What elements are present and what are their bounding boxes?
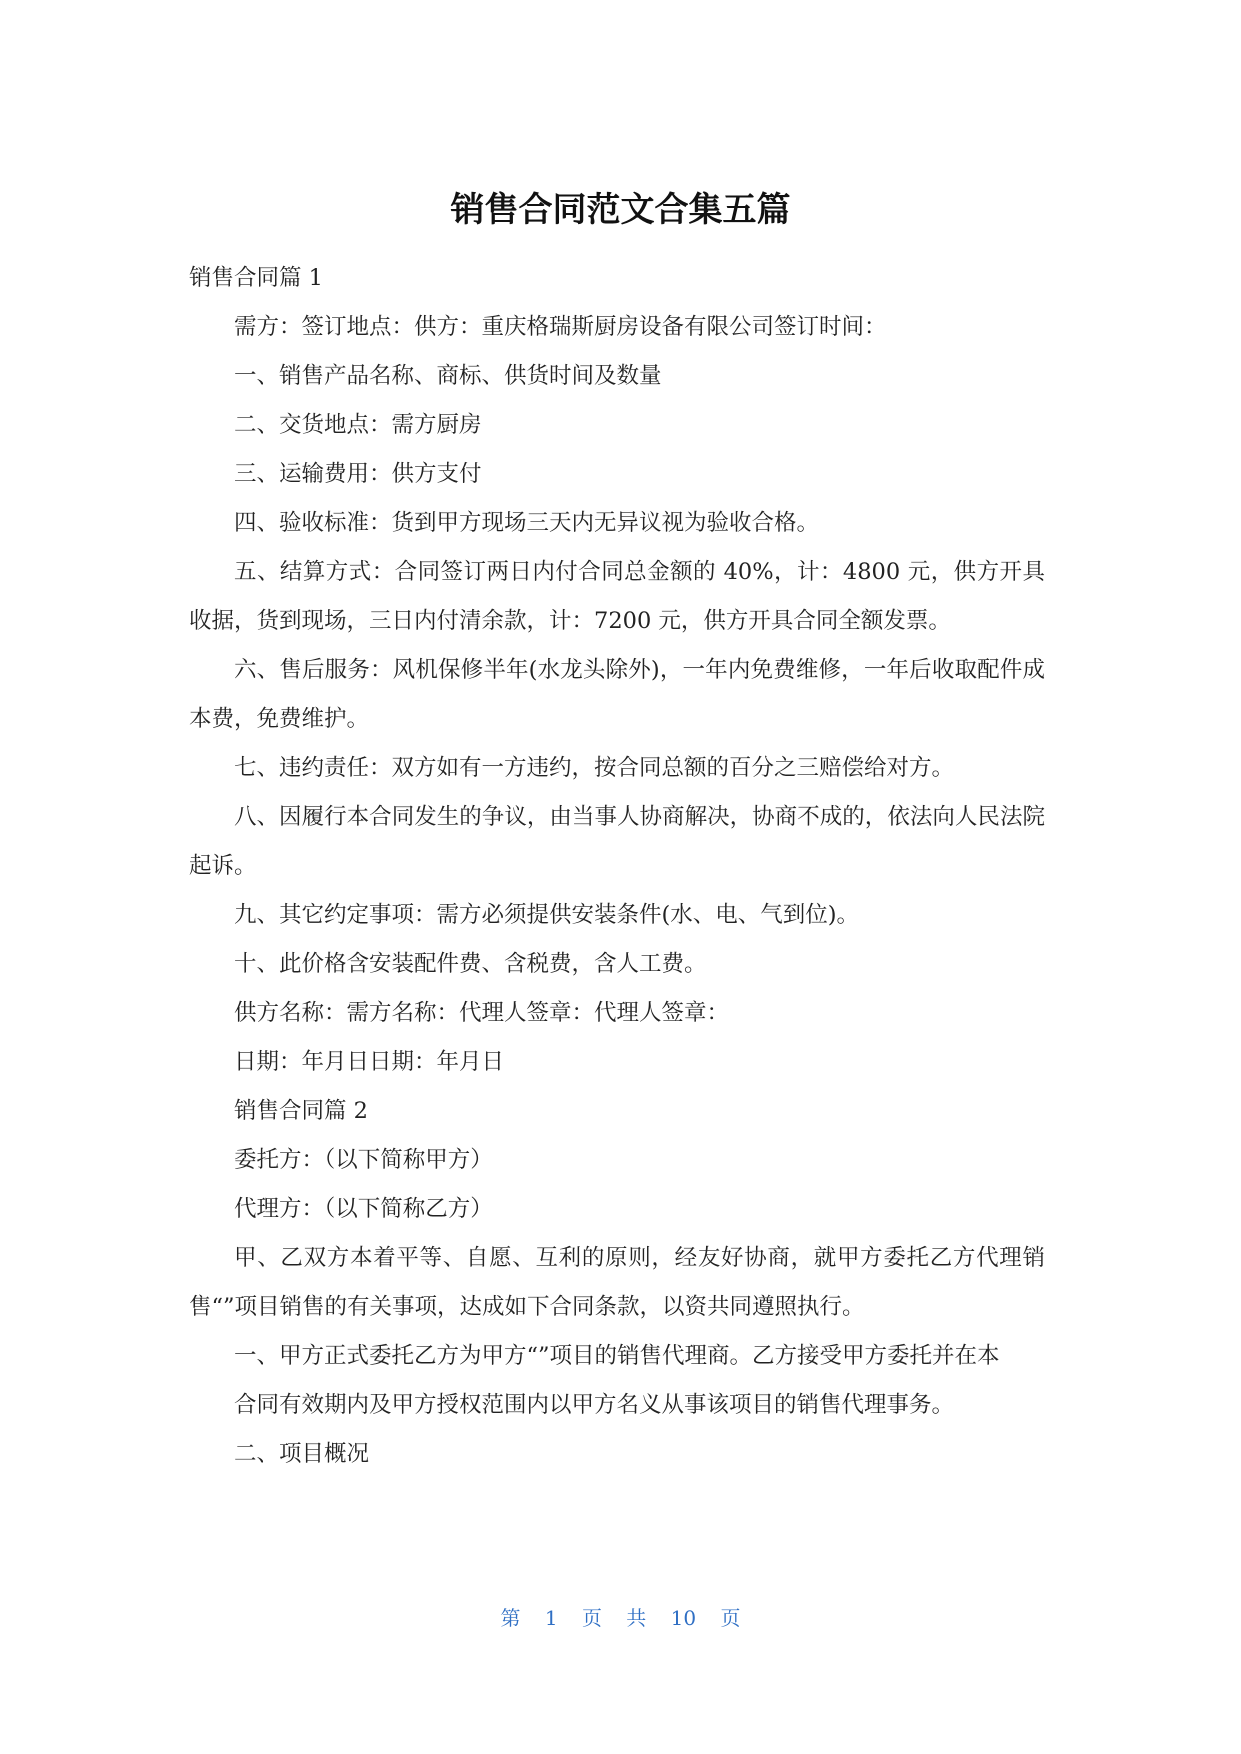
paragraph: 四、验收标准：货到甲方现场三天内无异议视为验收合格。 (234, 510, 820, 536)
paragraph: 六、售后服务：风机保修半年(水龙头除外)，一年内免费维修，一年后收取配件成本费，免费维护。 (189, 657, 1045, 732)
paragraph: 甲、乙双方本着平等、自愿、互利的原则，经友好协商，就甲方委托乙方代理销售“”项目销售的有关事项，达成如下合同条款，以资共同遵照执行。 (189, 1245, 1045, 1320)
page-footer: 第 1 页 共 10 页 (500, 1606, 741, 1630)
paragraph: 销售合同篇 1 (189, 265, 323, 291)
paragraph: 需方：签订地点：供方：重庆格瑞斯厨房设备有限公司签订时间： (234, 314, 887, 340)
paragraph: 一、甲方正式委托乙方为甲方“”项目的销售代理商。乙方接受甲方委托并在本 (234, 1343, 1000, 1369)
paragraph: 二、项目概况 (234, 1441, 370, 1467)
document-body (189, 254, 1045, 1479)
paragraph: 委托方：（以下简称甲方） (234, 1147, 493, 1173)
paragraph: 九、其它约定事项：需方必须提供安装条件(水、电、气到位)。 (234, 902, 860, 928)
paragraph: 八、因履行本合同发生的争议，由当事人协商解决，协商不成的，依法向人民法院起诉。 (189, 804, 1045, 879)
paragraph: 销售合同篇 2 (234, 1098, 368, 1124)
paragraph: 日期：年月日日期：年月日 (234, 1049, 505, 1075)
paragraph: 三、运输费用：供方支付 (234, 461, 482, 487)
paragraph: 供方名称：需方名称：代理人签章：代理人签章： (234, 1000, 730, 1026)
paragraph: 二、交货地点：需方厨房 (234, 412, 482, 438)
paragraph: 十、此价格含安装配件费、含税费，含人工费。 (234, 951, 707, 977)
paragraph: 代理方：（以下简称乙方） (234, 1196, 493, 1222)
paragraph: 五、结算方式：合同签订两日内付合同总金额的 40%，计：4800 元，供方开具收据，货到现场，三日内付清余款，计：7200 元，供方开具合同全额发票。 (189, 559, 1045, 634)
paragraph: 合同有效期内及甲方授权范围内以甲方名义从事该项目的销售代理事务。 (234, 1392, 955, 1418)
paragraph: 七、违约责任：双方如有一方违约，按合同总额的百分之三赔偿给对方。 (234, 755, 955, 781)
paragraph: 一、销售产品名称、商标、供货时间及数量 (234, 363, 662, 389)
document-title: 销售合同范文合集五篇 (450, 190, 791, 230)
